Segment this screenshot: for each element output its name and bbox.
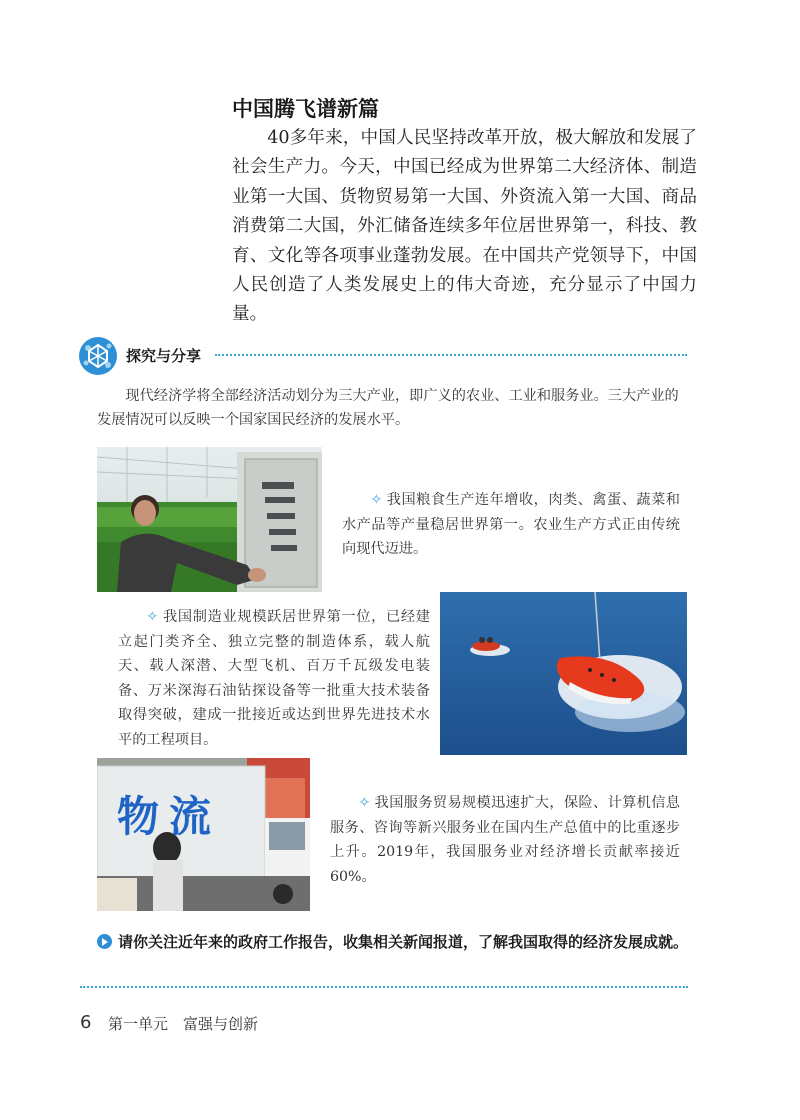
explore-share-title: 探究与分享 [126, 347, 202, 365]
greenhouse-photo [97, 447, 322, 592]
agriculture-caption [342, 488, 680, 562]
agriculture-caption-text: 我国粮食生产连年增收，肉类、禽蛋、蔬菜和水产品等产量稳居世界第一。农业生产方式正由传统向现代迈进。 [342, 492, 680, 557]
submersible-photo [440, 592, 687, 755]
truck-sign-text: 物流 [117, 792, 222, 841]
industry-caption [118, 605, 430, 752]
service-caption [330, 791, 680, 889]
explore-intro: 现代经济学将全部经济活动划分为三大产业，即广义的农业、工业和服务业。三大产业的发展情况可以反映一个国家国民经济的发展水平。 [97, 388, 679, 428]
logistics-truck-photo [97, 758, 310, 911]
service-caption-text: 我国服务贸易规模迅速扩大，保险、计算机信息服务、咨询等新兴服务业在国内生产总值中的比重逐步上升。2019年，我国服务业对经济增长贡献率接近60%。 [330, 795, 680, 885]
industry-caption-text: 我国制造业规模跃居世界第一位，已经建立起门类齐全、独立完整的制造体系，载人航天、载人深潜、大型飞机、百万千瓦级发电装备、万米深海石油钻探设备等一批重大技术装备取得突破，建成一批接近或达到世界先进技术水平的工程项目。 [118, 609, 430, 748]
section-title: 中国腾飞谱新篇 [232, 97, 379, 121]
diamond-bullet-icon: ✧ [146, 609, 159, 625]
unit-title: 第一单元 富强与创新 [108, 1015, 259, 1033]
section-paragraph: 40多年来，中国人民坚持改革开放，极大解放和发展了社会生产力。今天，中国已经成为世界第二大经济体、制造业第一大国、货物贸易第一大国、外资流入第一大国、商品消费第二大国，外汇储备连续多年位居世界第一，科技、教育、文化等各项事业蓬勃发展。在中国共产党领导下，中国人民创造了人类发展史上的伟大奇迹，充分显示了中国力量。 [232, 128, 697, 325]
task-prompt [97, 930, 692, 955]
explore-share-icon [78, 336, 118, 376]
diamond-bullet-icon: ✧ [370, 492, 383, 508]
task-text: 请你关注近年来的政府工作报告，收集相关新闻报道，了解我国取得的经济发展成就。 [118, 933, 689, 951]
page-number: 6 [80, 1012, 92, 1033]
bottom-divider [80, 986, 688, 988]
divider [215, 354, 687, 356]
diamond-bullet-icon: ✧ [358, 795, 371, 811]
arrow-right-icon [97, 934, 112, 949]
